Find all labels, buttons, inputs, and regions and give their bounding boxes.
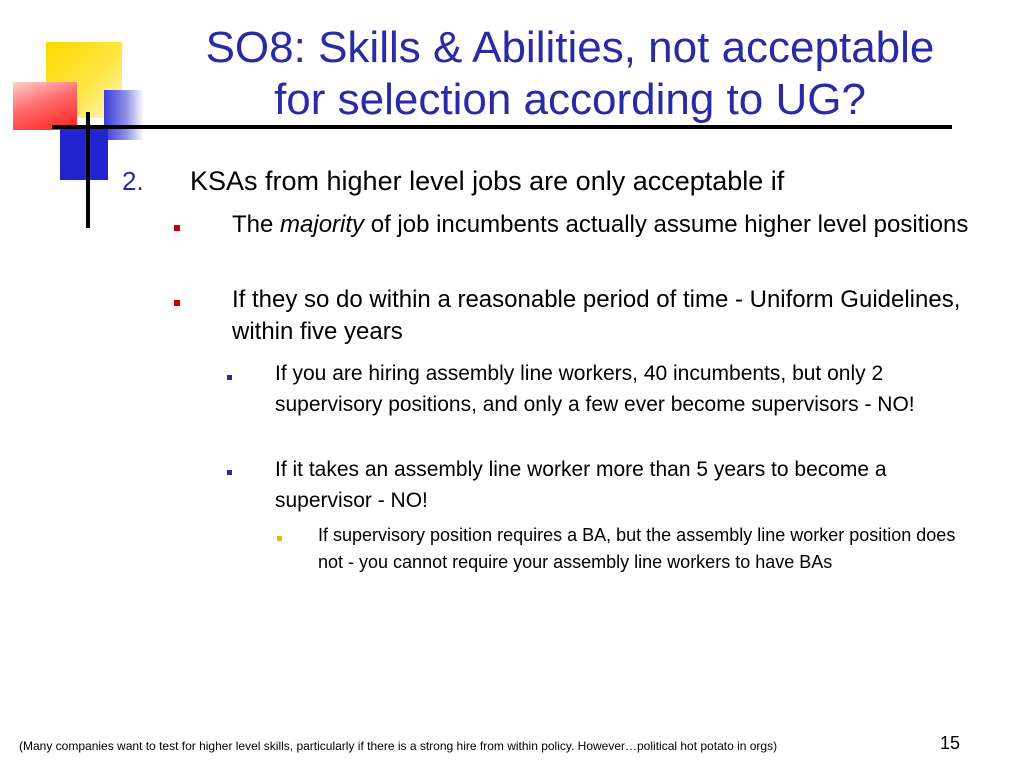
footer-note: (Many companies want to test for higher level skills, particularly if there is a strong hire from within policy. However…political hot potato in orgs) [19,739,778,753]
title-line-1: SO8: Skills & Abilities, not acceptable [205,23,935,72]
decor-red-square [13,82,77,130]
bullet-text-emphasis: majority [280,211,365,238]
bullet-blue-icon [227,470,232,475]
bullet-text-pre: The [232,211,281,238]
bullet-item-period: If they so do within a reasonable period of time - Uniform Guidelines, within five years [232,286,961,345]
sub-bullet-five-years: If it takes an assembly line worker more than 5 years to become a supervisor - NO! [275,458,887,512]
bullet-red-icon [174,300,180,306]
sub-sub-bullet-ba: If supervisory position requires a BA, but the assembly line worker position does not - you cannot require your assembly line workers to have BAs [318,525,956,572]
decor-blue-square [60,128,108,180]
slide-title [130,22,1010,126]
bullet-item-majority [232,209,972,241]
page-number: 15 [940,733,961,753]
bullet-blue-icon [227,375,232,380]
title-line-2: for selection according to UG? [274,75,866,124]
sub-bullet-assembly: If you are hiring assembly line workers, 40 incumbents, but only 2 supervisory positions, and only a few ever become supervisors - NO! [275,362,915,416]
bullet-yellow-icon [277,536,282,541]
bullet-red-icon [174,225,180,231]
list-number: 2. [122,166,144,196]
list-heading: KSAs from higher level jobs are only acceptable if [190,166,785,196]
decor-vertical-line [86,112,90,228]
bullet-text-post: of job incumbents actually assume higher level positions [364,211,969,238]
